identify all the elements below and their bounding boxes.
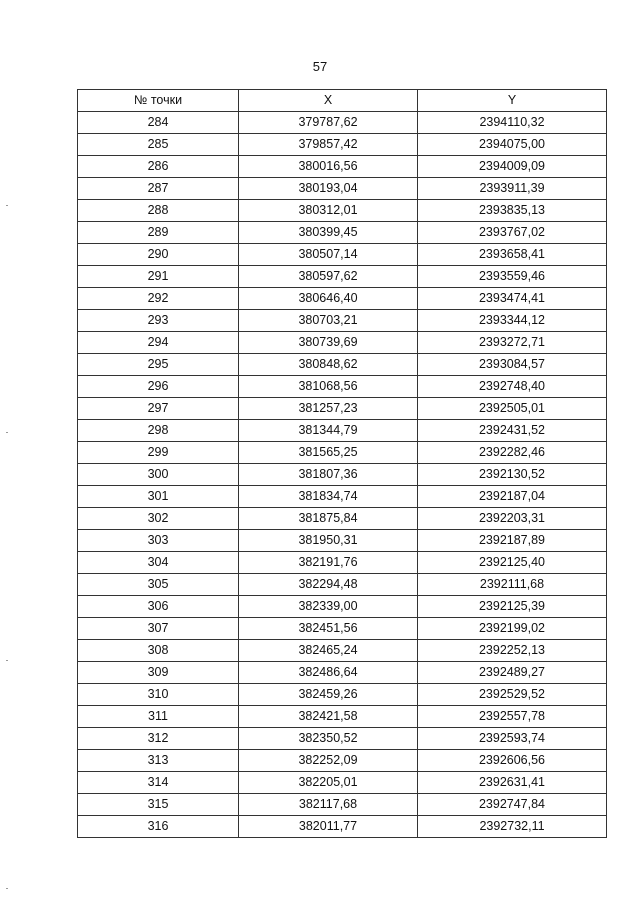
column-header-x: X — [239, 90, 418, 112]
table-row — [78, 816, 607, 838]
cell-point-number: 286 — [78, 156, 239, 178]
cell-point-number: 311 — [78, 706, 239, 728]
cell-y: 2392125,39 — [418, 596, 607, 618]
cell-point-number: 284 — [78, 112, 239, 134]
cell-point-number: 305 — [78, 574, 239, 596]
cell-x: 382465,24 — [239, 640, 418, 662]
cell-point-number: 294 — [78, 332, 239, 354]
cell-x: 381344,79 — [239, 420, 418, 442]
cell-y: 2394075,00 — [418, 134, 607, 156]
margin-speck — [6, 888, 8, 889]
table-row — [78, 178, 607, 200]
cell-point-number: 299 — [78, 442, 239, 464]
cell-x: 381565,25 — [239, 442, 418, 464]
cell-x: 379787,62 — [239, 112, 418, 134]
cell-y: 2394009,09 — [418, 156, 607, 178]
table-row — [78, 134, 607, 156]
table-row — [78, 376, 607, 398]
page-number: 57 — [312, 59, 328, 74]
table-row — [78, 398, 607, 420]
cell-x: 380507,14 — [239, 244, 418, 266]
column-header-point-number: № точки — [78, 90, 239, 112]
table-row — [78, 266, 607, 288]
cell-y: 2392557,78 — [418, 706, 607, 728]
column-header-y: Y — [418, 90, 607, 112]
cell-x: 380646,40 — [239, 288, 418, 310]
cell-y: 2393344,12 — [418, 310, 607, 332]
cell-y: 2392748,40 — [418, 376, 607, 398]
cell-x: 382421,58 — [239, 706, 418, 728]
table-row — [78, 486, 607, 508]
cell-y: 2392431,52 — [418, 420, 607, 442]
cell-x: 380193,04 — [239, 178, 418, 200]
table-row — [78, 156, 607, 178]
table-row — [78, 640, 607, 662]
cell-y: 2393658,41 — [418, 244, 607, 266]
table-row — [78, 112, 607, 134]
cell-point-number: 291 — [78, 266, 239, 288]
cell-x: 382451,56 — [239, 618, 418, 640]
cell-x: 380703,21 — [239, 310, 418, 332]
table-row — [78, 662, 607, 684]
table-row — [78, 750, 607, 772]
cell-y: 2392282,46 — [418, 442, 607, 464]
cell-y: 2392187,89 — [418, 530, 607, 552]
cell-point-number: 293 — [78, 310, 239, 332]
cell-point-number: 296 — [78, 376, 239, 398]
cell-point-number: 297 — [78, 398, 239, 420]
table-row — [78, 332, 607, 354]
cell-x: 382117,68 — [239, 794, 418, 816]
cell-point-number: 302 — [78, 508, 239, 530]
table-row — [78, 530, 607, 552]
cell-point-number: 301 — [78, 486, 239, 508]
cell-point-number: 298 — [78, 420, 239, 442]
table-row — [78, 310, 607, 332]
cell-x: 382486,64 — [239, 662, 418, 684]
cell-y: 2392199,02 — [418, 618, 607, 640]
cell-y: 2392130,52 — [418, 464, 607, 486]
cell-point-number: 308 — [78, 640, 239, 662]
table-row — [78, 200, 607, 222]
cell-y: 2392505,01 — [418, 398, 607, 420]
cell-x: 381950,31 — [239, 530, 418, 552]
cell-x: 381834,74 — [239, 486, 418, 508]
cell-point-number: 285 — [78, 134, 239, 156]
cell-y: 2392125,40 — [418, 552, 607, 574]
cell-y: 2392187,04 — [418, 486, 607, 508]
table-row — [78, 508, 607, 530]
cell-y: 2393911,39 — [418, 178, 607, 200]
cell-y: 2392203,31 — [418, 508, 607, 530]
cell-x: 381875,84 — [239, 508, 418, 530]
cell-point-number: 292 — [78, 288, 239, 310]
cell-x: 380597,62 — [239, 266, 418, 288]
cell-y: 2393084,57 — [418, 354, 607, 376]
cell-x: 382339,00 — [239, 596, 418, 618]
margin-speck — [6, 432, 8, 433]
table-row — [78, 552, 607, 574]
cell-y: 2392732,11 — [418, 816, 607, 838]
table-row — [78, 222, 607, 244]
cell-point-number: 289 — [78, 222, 239, 244]
cell-y: 2392631,41 — [418, 772, 607, 794]
cell-y: 2393767,02 — [418, 222, 607, 244]
table-row — [78, 464, 607, 486]
cell-point-number: 303 — [78, 530, 239, 552]
cell-y: 2394110,32 — [418, 112, 607, 134]
cell-y: 2392529,52 — [418, 684, 607, 706]
table-row — [78, 794, 607, 816]
table-header-row — [78, 90, 607, 112]
cell-point-number: 310 — [78, 684, 239, 706]
cell-point-number: 288 — [78, 200, 239, 222]
cell-x: 382294,48 — [239, 574, 418, 596]
table-row — [78, 728, 607, 750]
cell-point-number: 312 — [78, 728, 239, 750]
cell-point-number: 300 — [78, 464, 239, 486]
cell-x: 381807,36 — [239, 464, 418, 486]
cell-x: 382459,26 — [239, 684, 418, 706]
cell-point-number: 290 — [78, 244, 239, 266]
cell-point-number: 307 — [78, 618, 239, 640]
cell-point-number: 304 — [78, 552, 239, 574]
cell-y: 2393474,41 — [418, 288, 607, 310]
table-row — [78, 420, 607, 442]
cell-point-number: 314 — [78, 772, 239, 794]
cell-x: 382350,52 — [239, 728, 418, 750]
cell-x: 380399,45 — [239, 222, 418, 244]
margin-speck — [6, 660, 8, 661]
table-row — [78, 706, 607, 728]
cell-x: 380016,56 — [239, 156, 418, 178]
cell-x: 380312,01 — [239, 200, 418, 222]
cell-point-number: 295 — [78, 354, 239, 376]
cell-y: 2393835,13 — [418, 200, 607, 222]
cell-y: 2392606,56 — [418, 750, 607, 772]
cell-y: 2392593,74 — [418, 728, 607, 750]
cell-x: 382205,01 — [239, 772, 418, 794]
table-row — [78, 574, 607, 596]
cell-y: 2393559,46 — [418, 266, 607, 288]
cell-x: 380848,62 — [239, 354, 418, 376]
cell-y: 2392252,13 — [418, 640, 607, 662]
cell-y: 2392489,27 — [418, 662, 607, 684]
cell-y: 2393272,71 — [418, 332, 607, 354]
cell-x: 382252,09 — [239, 750, 418, 772]
cell-x: 381257,23 — [239, 398, 418, 420]
table-row — [78, 354, 607, 376]
table-row — [78, 596, 607, 618]
margin-speck — [6, 205, 8, 206]
cell-y: 2392747,84 — [418, 794, 607, 816]
table-row — [78, 288, 607, 310]
table-row — [78, 772, 607, 794]
cell-point-number: 306 — [78, 596, 239, 618]
cell-x: 379857,42 — [239, 134, 418, 156]
cell-point-number: 315 — [78, 794, 239, 816]
cell-x: 382011,77 — [239, 816, 418, 838]
cell-y: 2392111,68 — [418, 574, 607, 596]
coordinates-table — [77, 89, 607, 838]
cell-point-number: 287 — [78, 178, 239, 200]
table-row — [78, 442, 607, 464]
cell-x: 381068,56 — [239, 376, 418, 398]
cell-point-number: 313 — [78, 750, 239, 772]
table-row — [78, 244, 607, 266]
table-row — [78, 684, 607, 706]
cell-point-number: 309 — [78, 662, 239, 684]
table-row — [78, 618, 607, 640]
table-body — [78, 112, 607, 838]
cell-x: 380739,69 — [239, 332, 418, 354]
cell-x: 382191,76 — [239, 552, 418, 574]
cell-point-number: 316 — [78, 816, 239, 838]
